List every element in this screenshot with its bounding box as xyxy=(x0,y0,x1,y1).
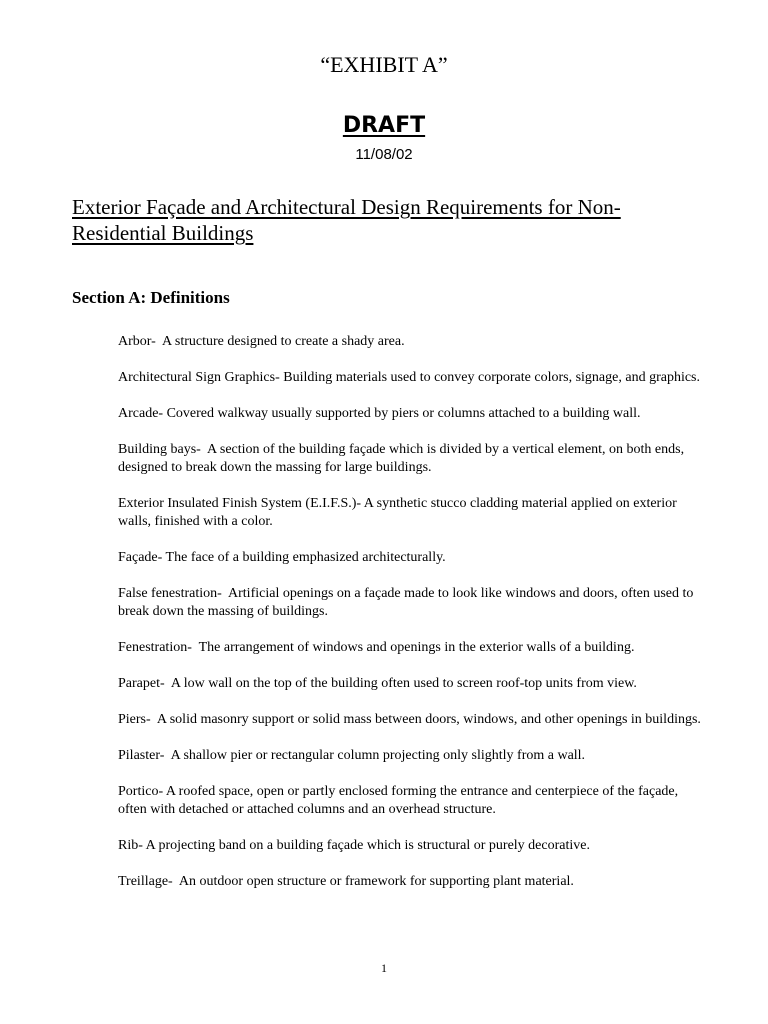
document-title: Exterior Façade and Architectural Design Requirements for Non-Residential Buildings xyxy=(72,195,621,245)
page-number: 1 xyxy=(381,961,387,975)
definition-item: Treillage- An outdoor open structure or framework for supporting plant material. xyxy=(118,874,574,889)
definition-item: Arbor- A structure designed to create a shady area. xyxy=(118,334,405,349)
definition-item: Pilaster- A shallow pier or rectangular column projecting only slightly from a wall. xyxy=(118,748,586,763)
definition-item: Exterior Insulated Finish System (E.I.F.S.)- A synthetic stucco cladding material applied on exterior walls, finished with a color. xyxy=(118,496,681,529)
definition-item: Piers- A solid masonry support or solid mass between doors, windows, and other openings in buildings. xyxy=(118,712,701,727)
definition-item: Arcade- Covered walkway usually supported by piers or columns attached to a building wall. xyxy=(118,406,641,421)
definition-item: Parapet- A low wall on the top of the building often used to screen roof-top units from view. xyxy=(118,676,637,691)
definition-item: Façade- The face of a building emphasized architecturally. xyxy=(118,550,446,565)
definition-item: False fenestration- Artificial openings on a façade made to look like windows and doors, often used to break down the massing of buildings. xyxy=(118,586,697,619)
draft-label: DRAFT xyxy=(342,113,426,138)
exhibit-heading: “EXHIBIT A” xyxy=(320,52,448,77)
definition-item: Rib- A projecting band on a building façade which is structural or purely decorative. xyxy=(118,838,590,853)
definition-item: Building bays- A section of the building façade which is divided by a vertical element, on both ends, designed to break down the massing for large buildings. xyxy=(118,442,688,475)
definition-item: Fenestration- The arrangement of windows and openings in the exterior walls of a building. xyxy=(118,640,635,655)
section-heading: Section A: Definitions xyxy=(72,288,230,307)
definition-item: Architectural Sign Graphics- Building materials used to convey corporate colors, signage, and graphics. xyxy=(118,370,700,385)
definitions-list xyxy=(118,333,708,891)
definition-item: Portico- A roofed space, open or partly enclosed forming the entrance and centerpiece of the façade, often with detached or attached columns and an overhead structure. xyxy=(118,784,682,817)
draft-date: 11/08/02 xyxy=(355,146,413,163)
